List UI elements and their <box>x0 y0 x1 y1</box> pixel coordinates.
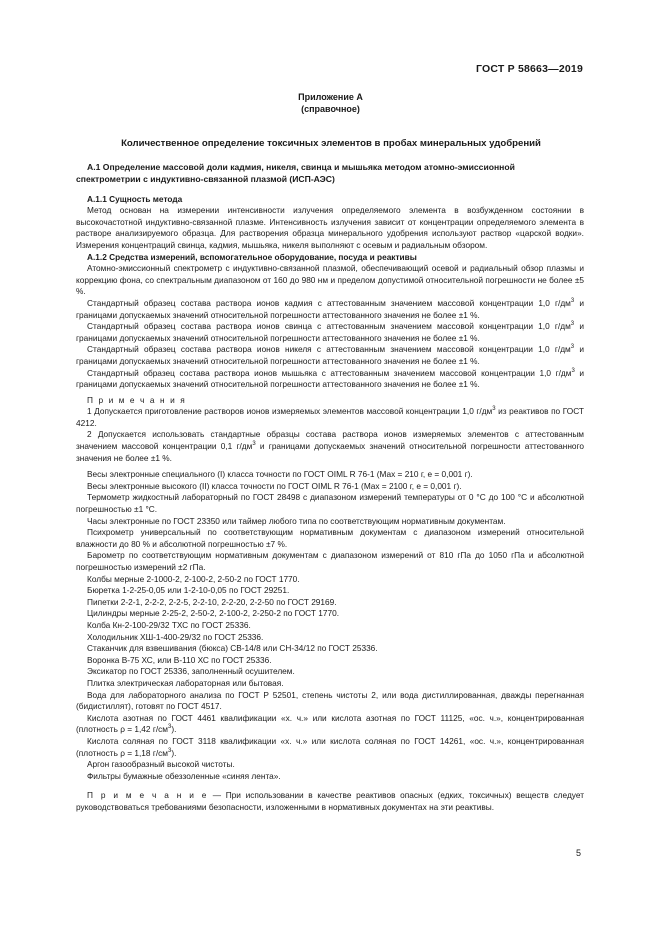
appendix-label: Приложение А <box>298 92 363 102</box>
subsection-heading-1: А.1.1 Сущность метода <box>87 193 183 204</box>
standard-sample-nickel: Стандартный образец состава раствора ионов никеля с аттестованным значением массовой концентрации 1,0 $г/дм^3$ и границами допускаемых значений относительной погрешности аттестованного значения не более ±1 %. <box>76 344 584 366</box>
list-item: Колбы мерные 2-1000-2, 2-100-2, 2-50-2 по ГОСТ 1770. <box>87 573 300 584</box>
list-item: Воронка В-75 ХС, или В-110 ХС по ГОСТ 25336. <box>87 654 272 665</box>
document-body <box>76 162 584 813</box>
standard-sample-arsenic: Стандартный образец состава раствора ионов мышьяка с аттестованным значением массовой концентрации 1,0 $г/дм^3$ и границами допускаемых значений относительной погрешности аттестованного значения не более ±1 %. <box>76 367 584 390</box>
list-item: Вода для лабораторного анализа по ГОСТ Р 52501, степень чистоты 2, или вода дистиллированная, дважды перегнанная (бидистиллят), готовят по ГОСТ 4517. <box>76 689 584 712</box>
list-item: Фильтры бумажные обеззоленные «синяя лента». <box>87 770 281 781</box>
nitric-acid-item: Кислота азотная по ГОСТ 4461 квалификации «х. ч.» или кислота азотная по ГОСТ 11125, «ос. ч.», концентрированная (плотность ρ = 1,42 $г/см^3$). <box>76 712 584 735</box>
notes-heading: П р и м е ч а н и я <box>87 394 187 405</box>
list-item: Аргон газообразный высокой чистоты. <box>87 759 235 770</box>
list-item: Часы электронные по ГОСТ 23350 или таймер любого типа по соответствующим нормативным документам. <box>87 515 506 526</box>
section-heading-line1: А.1 Определение массовой доли кадмия, никеля, свинца и мышьяка методом атомно-эмиссионной <box>87 162 515 172</box>
final-note: П р и м е ч а н и е — При использовании в качестве реактивов опасных (едких, токсичных) веществ следует руководствоваться требованиями безопасности, изложенными в нормативных документах на эти реактивы. <box>76 790 584 812</box>
hydrochloric-acid-item: Кислота соляная по ГОСТ 3118 квалификации «х. ч.» или кислота соляная по ГОСТ 14261, «ос. ч.», концентрированная (плотность ρ = 1,18 $г/см^3$). <box>76 735 584 758</box>
list-item: Колба Кн-2-100-29/32 ТХС по ГОСТ 25336. <box>87 619 251 630</box>
list-item: Холодильник ХШ-1-400-29/32 по ГОСТ 25336. <box>87 631 264 642</box>
list-item: Барометр по соответствующим нормативным документам с диапазоном измерений от 810 гПа до 1050 гПа и абсолютной погрешностью измерений ±2 гПа. <box>76 550 584 572</box>
list-item: Эксикатор по ГОСТ 25336, заполненный осушителем. <box>87 666 295 677</box>
list-item: Весы электронные специального (I) класса точности по ГОСТ OIML R 76-1 (Max = 210 г, e = 0,001 г). <box>87 469 473 480</box>
list-item: Плитка электрическая лабораторная или бытовая. <box>87 677 284 688</box>
list-item: Бюретка 1-2-25-0,05 или 1-2-10-0,05 по ГОСТ 29251. <box>87 585 290 596</box>
list-item: Цилиндры мерные 2-25-2, 2-50-2, 2-100-2, 2-250-2 по ГОСТ 1770. <box>87 608 339 619</box>
section-heading-line2: спектрометрии с индуктивно-связанной плазмой (ИСП-АЭС) <box>76 173 335 184</box>
note-1: 1 Допускается приготовление растворов ионов измеряемых элементов массовой концентрации 1,0 $г/дм^3$ из реактивов по ГОСТ 4212. <box>76 406 584 428</box>
list-item: Стаканчик для взвешивания (бюкса) СВ-14/8 или СН-34/12 по ГОСТ 25336. <box>87 643 378 654</box>
standard-sample-lead: Стандартный образец состава раствора ионов свинца с аттестованным значением массовой концентрации 1,0 $г/дм^3$ и границами допускаемых значений относительной погрешности аттестованного значения не более ±1 %. <box>76 321 584 343</box>
list-item: Термометр жидкостный лабораторный по ГОСТ 28498 с диапазоном измерений температуры от 0 °С до 100 °С и абсолютной погрешностью ±1 °С. <box>76 492 584 515</box>
spectrometer-text: Атомно-эмиссионный спектрометр с индуктивно-связанной плазмой, обеспечивающий осевой и радиальный обзор плазмы и коррекцию фона, со спектральным диапазоном от 160 до 980 нм и пределом допустимой относительной погрешности не более ±5 %. <box>76 263 584 297</box>
note-2: 2 Допускается использовать стандартные образцы состава раствора ионов измеряемых элементов с аттестованным значением массовой концентрации 0,1 $г/дм^3$ и границами допускаемых значений относительной погрешности аттестованного значения не более ±1 %. <box>76 429 584 463</box>
standard-number: ГОСТ Р 58663—2019 <box>475 63 583 75</box>
method-essence-text: Метод основан на измерении интенсивности излучения определяемого элемента в возбужденном состоянии в высокочастотной индуктивно-связанной плазме. Интенсивность излучения зависит от концентрации определяемого элемента в растворе анализируемого образца. Для растворения образца минерального удобрения используют раствор «царской водки». Измерения концентраций свинца, кадмия, мышьяка, никеля выполняют с осевым и радиальным обзором. <box>76 205 584 250</box>
list-item: Психрометр универсальный по соответствующим нормативным документам с диапазоном измерений относительной влажности до 80 % и абсолютной погрешностью ±7 %. <box>76 527 584 549</box>
list-item: Пипетки 2-2-1, 2-2-2, 2-2-5, 2-2-10, 2-2-20, 2-2-50 по ГОСТ 29169. <box>87 596 337 607</box>
standard-sample-cadmium: Стандартный образец состава раствора ионов кадмия с аттестованным значением массовой концентрации 1,0 $г/дм^3$ и границами допускаемых значений относительной погрешности аттестованного значения не более ±1 %. <box>76 297 584 320</box>
appendix-type: (справочное) <box>301 104 360 114</box>
subsection-heading-2: А.1.2 Средства измерений, вспомогательное оборудование, посуда и реактивы <box>87 251 417 262</box>
page-number: 5 <box>575 848 581 858</box>
page-title: Количественное определение токсичных элементов в пробах минеральных удобрений <box>121 138 541 149</box>
list-item: Весы электронные высокого (II) класса точности по ГОСТ OIML R 76-1 (Max = 2100 г, e = 0,001 г). <box>87 480 462 491</box>
